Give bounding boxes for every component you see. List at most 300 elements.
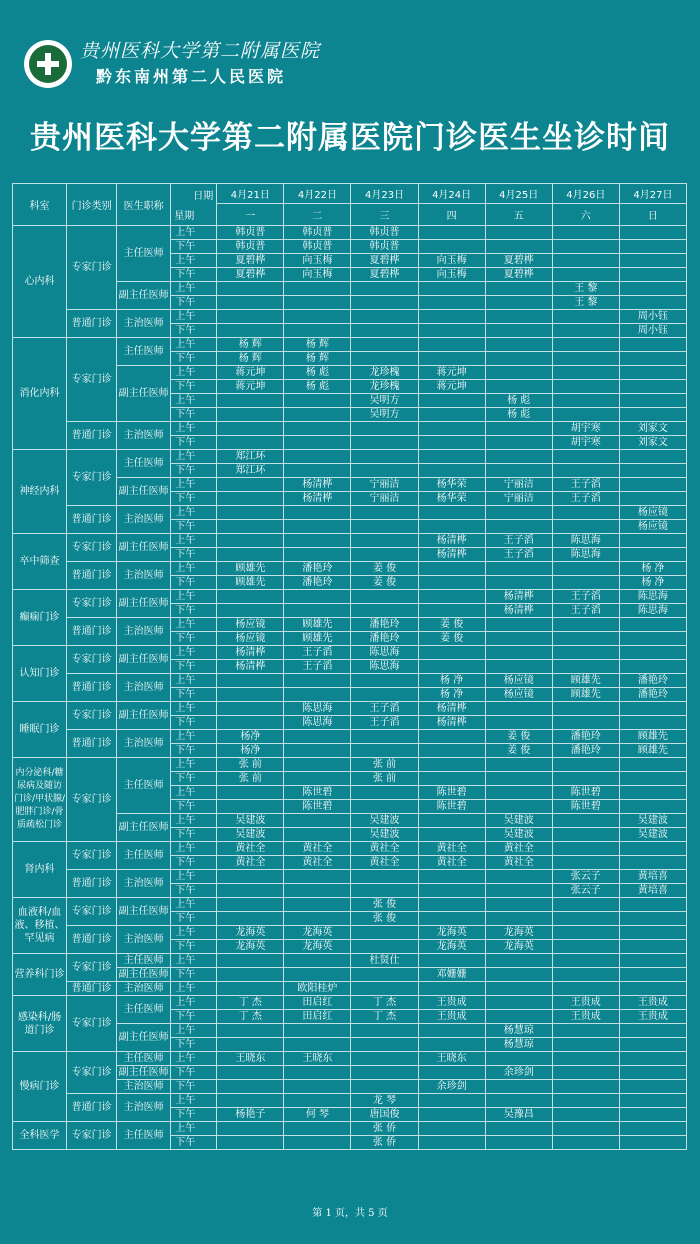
doctor-cell: 王 黎 [552, 282, 619, 296]
doctor-cell: 姜 俊 [351, 562, 418, 576]
table-row [13, 702, 687, 716]
doctor-cell: 杨应镜 [217, 632, 284, 646]
doctor-cell: 宁丽洁 [485, 478, 552, 492]
date-header: 4月23日 [351, 184, 418, 204]
clinic-type-cell: 专家门诊 [67, 1122, 117, 1150]
doctor-cell: 潘艳玲 [552, 744, 619, 758]
doctor-cell: 杨清桦 [217, 660, 284, 674]
doctor-cell [284, 604, 351, 618]
doctor-cell: 王子滔 [552, 590, 619, 604]
table-row [13, 450, 687, 464]
doctor-cell: 黄社全 [284, 842, 351, 856]
doctor-rank-cell: 主任医师 [117, 758, 171, 814]
session-cell: 上午 [171, 1122, 217, 1136]
doctor-cell: 王贵成 [552, 1010, 619, 1024]
doctor-cell [485, 352, 552, 366]
doctor-cell: 姜 俊 [485, 730, 552, 744]
doctor-cell [552, 366, 619, 380]
doctor-cell [284, 674, 351, 688]
doctor-cell [217, 1024, 284, 1038]
session-cell: 下午 [171, 576, 217, 590]
page-footer: 第 1 页，共 5 页 [312, 1208, 388, 1219]
doctor-rank-cell: 主任医师 [117, 996, 171, 1024]
clinic-type-cell: 专家门诊 [67, 898, 117, 926]
doctor-cell [418, 422, 485, 436]
doctor-cell [485, 772, 552, 786]
doctor-cell: 杨华荣 [418, 478, 485, 492]
session-cell: 下午 [171, 240, 217, 254]
doctor-cell: 杨 净 [619, 562, 686, 576]
table-row [13, 1094, 687, 1108]
doctor-cell [351, 940, 418, 954]
doctor-cell [217, 954, 284, 968]
doctor-cell [619, 982, 686, 996]
doctor-cell [418, 660, 485, 674]
doctor-cell [418, 744, 485, 758]
doctor-cell: 杨应镜 [485, 688, 552, 702]
dept-cell: 神经内科 [13, 450, 67, 534]
dept-cell: 睡眠门诊 [13, 702, 67, 758]
doctor-cell [418, 870, 485, 884]
doctor-cell: 唐国俊 [351, 1108, 418, 1122]
doctor-cell: 陈世碧 [418, 786, 485, 800]
table-row [13, 1122, 687, 1136]
doctor-cell: 吴建波 [619, 814, 686, 828]
date-header: 4月27日 [619, 184, 686, 204]
doctor-cell [552, 1052, 619, 1066]
doctor-cell [418, 394, 485, 408]
doctor-cell [485, 758, 552, 772]
session-cell: 上午 [171, 758, 217, 772]
doctor-cell [619, 1038, 686, 1052]
doctor-cell: 杨 净 [418, 674, 485, 688]
doctor-rank-cell: 副主任医师 [117, 366, 171, 422]
doctor-cell [552, 968, 619, 982]
doctor-cell [351, 506, 418, 520]
doctor-cell [284, 772, 351, 786]
doctor-cell [217, 1080, 284, 1094]
doctor-cell: 杨 辉 [217, 338, 284, 352]
doctor-cell [217, 702, 284, 716]
doctor-cell: 陈世碧 [552, 786, 619, 800]
doctor-cell: 宁丽洁 [351, 492, 418, 506]
doctor-rank-cell: 主任医师 [117, 450, 171, 478]
doctor-cell [552, 632, 619, 646]
doctor-cell [284, 282, 351, 296]
session-cell: 下午 [171, 296, 217, 310]
doctor-cell: 吴明方 [351, 394, 418, 408]
dept-cell: 认知门诊 [13, 646, 67, 702]
doctor-cell [552, 954, 619, 968]
doctor-cell: 向玉梅 [418, 268, 485, 282]
doctor-cell: 潘艳玲 [284, 562, 351, 576]
doctor-cell [217, 478, 284, 492]
doctor-cell [351, 296, 418, 310]
doctor-cell [217, 534, 284, 548]
doctor-cell: 吴建波 [217, 828, 284, 842]
table-row [13, 338, 687, 352]
table-row [13, 534, 687, 548]
session-cell: 上午 [171, 478, 217, 492]
doctor-cell: 向玉梅 [284, 254, 351, 268]
doctor-rank-cell: 副主任医师 [117, 1024, 171, 1052]
clinic-type-cell: 普通门诊 [67, 1094, 117, 1122]
doctor-cell [217, 800, 284, 814]
session-cell: 下午 [171, 548, 217, 562]
table-row [13, 310, 687, 324]
doctor-cell [351, 786, 418, 800]
session-cell: 上午 [171, 506, 217, 520]
session-cell: 下午 [171, 632, 217, 646]
doctor-cell [619, 226, 686, 240]
doctor-cell [619, 856, 686, 870]
header-date-week [171, 184, 217, 226]
doctor-rank-cell: 副主任医师 [117, 478, 171, 506]
doctor-cell [217, 674, 284, 688]
dept-cell: 血液科/血液、移植、罕见病 [13, 898, 67, 954]
session-cell: 上午 [171, 982, 217, 996]
doctor-cell [485, 1010, 552, 1024]
doctor-cell [284, 1066, 351, 1080]
doctor-cell: 龙海英 [485, 940, 552, 954]
doctor-cell [351, 674, 418, 688]
doctor-cell [485, 310, 552, 324]
doctor-cell: 王子滔 [552, 478, 619, 492]
doctor-cell: 龙海英 [284, 926, 351, 940]
session-cell: 下午 [171, 912, 217, 926]
doctor-cell [351, 744, 418, 758]
doctor-rank-cell: 主任医师 [117, 842, 171, 870]
doctor-cell [619, 534, 686, 548]
weekday-header: 日 [619, 204, 686, 226]
doctor-cell [552, 940, 619, 954]
doctor-cell [284, 1094, 351, 1108]
doctor-cell [284, 828, 351, 842]
doctor-cell [619, 786, 686, 800]
session-cell: 上午 [171, 394, 217, 408]
doctor-cell: 陈思海 [552, 534, 619, 548]
doctor-cell: 龙海英 [284, 940, 351, 954]
doctor-rank-cell: 主治医师 [117, 1080, 171, 1094]
doctor-cell [619, 450, 686, 464]
doctor-cell [552, 856, 619, 870]
doctor-cell [284, 1024, 351, 1038]
doctor-cell [418, 240, 485, 254]
doctor-cell [619, 926, 686, 940]
hospital-name-secondary: 黔东南州第二人民医院 [96, 67, 287, 86]
doctor-rank-cell: 主治医师 [117, 506, 171, 534]
session-cell: 下午 [171, 744, 217, 758]
clinic-type-cell: 普通门诊 [67, 674, 117, 702]
doctor-cell: 王晓东 [284, 1052, 351, 1066]
doctor-cell: 张 前 [351, 772, 418, 786]
weekday-header: 五 [485, 204, 552, 226]
doctor-cell [552, 408, 619, 422]
doctor-cell [351, 534, 418, 548]
doctor-cell: 夏碧桦 [351, 268, 418, 282]
doctor-cell [284, 422, 351, 436]
doctor-cell [217, 408, 284, 422]
doctor-cell [485, 380, 552, 394]
doctor-cell: 姜 俊 [418, 618, 485, 632]
doctor-cell [284, 534, 351, 548]
doctor-cell [619, 898, 686, 912]
doctor-cell: 杨 彪 [485, 408, 552, 422]
doctor-cell [217, 604, 284, 618]
doctor-cell [351, 520, 418, 534]
doctor-cell [418, 450, 485, 464]
table-row [13, 842, 687, 856]
doctor-cell [418, 1024, 485, 1038]
page-title: 贵州医科大学第二附属医院门诊医生坐诊时间 [30, 120, 670, 156]
doctor-cell [619, 842, 686, 856]
doctor-cell: 陈世碧 [284, 800, 351, 814]
doctor-cell [217, 296, 284, 310]
doctor-cell: 黄社全 [418, 856, 485, 870]
doctor-cell [418, 646, 485, 660]
doctor-cell [351, 604, 418, 618]
doctor-cell [418, 590, 485, 604]
session-cell: 下午 [171, 1066, 217, 1080]
doctor-cell: 潘艳玲 [284, 576, 351, 590]
doctor-cell [284, 870, 351, 884]
date-header: 4月24日 [418, 184, 485, 204]
doctor-cell [418, 898, 485, 912]
table-row [13, 1052, 687, 1066]
dept-cell: 营养科门诊 [13, 954, 67, 996]
session-cell: 上午 [171, 646, 217, 660]
session-cell: 上午 [171, 702, 217, 716]
doctor-cell: 陈思海 [351, 660, 418, 674]
doctor-rank-cell: 主任医师 [117, 338, 171, 366]
doctor-cell [485, 506, 552, 520]
doctor-cell: 郑江环 [217, 464, 284, 478]
doctor-cell: 夏碧桦 [351, 254, 418, 268]
table-row [13, 226, 687, 240]
doctor-cell: 黄社全 [217, 856, 284, 870]
doctor-rank-cell: 副主任医师 [117, 1066, 171, 1080]
doctor-cell [619, 940, 686, 954]
doctor-cell [418, 436, 485, 450]
table-row [13, 646, 687, 660]
session-cell: 下午 [171, 436, 217, 450]
doctor-cell: 杨艳子 [217, 1108, 284, 1122]
session-cell: 下午 [171, 1038, 217, 1052]
doctor-cell [619, 240, 686, 254]
doctor-cell [619, 1066, 686, 1080]
doctor-cell: 黄社全 [485, 856, 552, 870]
weekday-header: 六 [552, 204, 619, 226]
dept-cell: 全科医学 [13, 1122, 67, 1150]
clinic-type-cell: 专家门诊 [67, 338, 117, 422]
doctor-cell: 杨 辉 [217, 352, 284, 366]
doctor-cell [217, 422, 284, 436]
doctor-cell [619, 366, 686, 380]
doctor-rank-cell: 主治医师 [117, 730, 171, 758]
doctor-cell: 周小钰 [619, 324, 686, 338]
doctor-cell [217, 548, 284, 562]
session-cell: 下午 [171, 408, 217, 422]
session-cell: 上午 [171, 562, 217, 576]
session-cell: 上午 [171, 310, 217, 324]
doctor-cell [351, 688, 418, 702]
doctor-cell [552, 926, 619, 940]
doctor-cell: 胡宇寒 [552, 436, 619, 450]
date-header: 4月26日 [552, 184, 619, 204]
doctor-cell [552, 772, 619, 786]
doctor-cell [418, 408, 485, 422]
doctor-rank-cell: 主治医师 [117, 674, 171, 702]
doctor-cell [485, 576, 552, 590]
doctor-cell [619, 758, 686, 772]
doctor-cell: 吴建波 [351, 828, 418, 842]
doctor-cell [552, 1136, 619, 1150]
table-row [13, 674, 687, 688]
dept-cell: 肾内科 [13, 842, 67, 898]
doctor-cell: 龙海英 [418, 940, 485, 954]
doctor-rank-cell: 副主任医师 [117, 702, 171, 730]
doctor-cell: 陈思海 [351, 646, 418, 660]
doctor-cell [552, 380, 619, 394]
session-cell: 上午 [171, 282, 217, 296]
doctor-rank-cell: 副主任医师 [117, 590, 171, 618]
doctor-cell: 余珍剑 [418, 1080, 485, 1094]
doctor-cell [552, 226, 619, 240]
session-cell: 上午 [171, 450, 217, 464]
doctor-cell [217, 520, 284, 534]
doctor-cell: 杨 彪 [284, 366, 351, 380]
doctor-cell [284, 1122, 351, 1136]
doctor-cell [552, 394, 619, 408]
doctor-rank-cell: 主治医师 [117, 982, 171, 996]
doctor-cell [552, 254, 619, 268]
doctor-cell [552, 646, 619, 660]
doctor-cell [217, 898, 284, 912]
session-cell: 上午 [171, 996, 217, 1010]
doctor-cell [485, 1122, 552, 1136]
doctor-cell [351, 422, 418, 436]
doctor-cell: 杨华荣 [418, 492, 485, 506]
doctor-cell [619, 716, 686, 730]
doctor-cell [552, 814, 619, 828]
doctor-cell: 张 侨 [351, 1136, 418, 1150]
doctor-cell [418, 282, 485, 296]
schedule-body [13, 226, 687, 1150]
doctor-cell: 杨慧琼 [485, 1038, 552, 1052]
doctor-cell [351, 870, 418, 884]
session-cell: 上午 [171, 254, 217, 268]
session-cell: 下午 [171, 464, 217, 478]
doctor-cell [552, 898, 619, 912]
clinic-type-cell: 专家门诊 [67, 996, 117, 1052]
doctor-cell: 韩贞普 [351, 240, 418, 254]
doctor-cell [552, 240, 619, 254]
clinic-type-cell: 专家门诊 [67, 646, 117, 674]
doctor-cell [217, 912, 284, 926]
doctor-cell: 顾雄先 [284, 632, 351, 646]
header-clinic-type: 门诊类别 [67, 184, 117, 226]
doctor-cell [284, 730, 351, 744]
doctor-cell: 杨净 [217, 744, 284, 758]
session-cell: 上午 [171, 842, 217, 856]
doctor-cell [619, 268, 686, 282]
doctor-cell [485, 870, 552, 884]
doctor-cell: 王 黎 [552, 296, 619, 310]
doctor-cell [418, 1094, 485, 1108]
doctor-cell [619, 1024, 686, 1038]
doctor-cell [217, 688, 284, 702]
clinic-type-cell: 普通门诊 [67, 870, 117, 898]
doctor-cell: 陈思海 [284, 716, 351, 730]
doctor-rank-cell: 主治医师 [117, 1094, 171, 1122]
doctor-cell: 蒋元坤 [217, 380, 284, 394]
doctor-cell [418, 576, 485, 590]
session-cell: 下午 [171, 380, 217, 394]
doctor-cell [485, 422, 552, 436]
doctor-cell [351, 436, 418, 450]
session-cell: 上午 [171, 422, 217, 436]
doctor-cell [284, 1038, 351, 1052]
doctor-cell [284, 688, 351, 702]
doctor-cell: 陈思海 [284, 702, 351, 716]
doctor-cell: 丁 杰 [217, 996, 284, 1010]
clinic-type-cell: 专家门诊 [67, 954, 117, 982]
doctor-cell [351, 1052, 418, 1066]
session-cell: 上午 [171, 1094, 217, 1108]
session-cell: 上午 [171, 618, 217, 632]
doctor-cell [552, 1094, 619, 1108]
doctor-cell: 杨 彪 [485, 394, 552, 408]
doctor-cell [284, 590, 351, 604]
doctor-cell [485, 898, 552, 912]
doctor-cell [351, 1024, 418, 1038]
doctor-cell: 韩贞普 [284, 240, 351, 254]
doctor-cell [619, 660, 686, 674]
doctor-rank-cell: 副主任医师 [117, 646, 171, 674]
table-row [13, 422, 687, 436]
doctor-cell [619, 380, 686, 394]
doctor-cell: 欧阳桂炉 [284, 982, 351, 996]
doctor-cell [217, 1038, 284, 1052]
doctor-cell [284, 520, 351, 534]
doctor-cell: 龙海英 [485, 926, 552, 940]
doctor-cell [485, 282, 552, 296]
doctor-cell: 韩贞普 [217, 240, 284, 254]
doctor-cell [552, 1038, 619, 1052]
doctor-cell [284, 898, 351, 912]
hospital-logo-icon [24, 40, 72, 88]
session-cell: 上午 [171, 674, 217, 688]
doctor-cell [619, 618, 686, 632]
doctor-cell [418, 1136, 485, 1150]
doctor-cell [351, 352, 418, 366]
doctor-cell [351, 450, 418, 464]
table-row [13, 618, 687, 632]
table-row [13, 506, 687, 520]
table-row [13, 926, 687, 940]
doctor-cell: 蒋元坤 [418, 380, 485, 394]
doctor-cell [217, 786, 284, 800]
doctor-cell [217, 1136, 284, 1150]
doctor-cell: 潘艳玲 [351, 632, 418, 646]
doctor-cell [485, 1052, 552, 1066]
doctor-cell [619, 296, 686, 310]
doctor-rank-cell: 主治医师 [117, 870, 171, 898]
session-cell: 下午 [171, 688, 217, 702]
doctor-cell [552, 464, 619, 478]
doctor-cell [217, 1066, 284, 1080]
doctor-cell [284, 758, 351, 772]
